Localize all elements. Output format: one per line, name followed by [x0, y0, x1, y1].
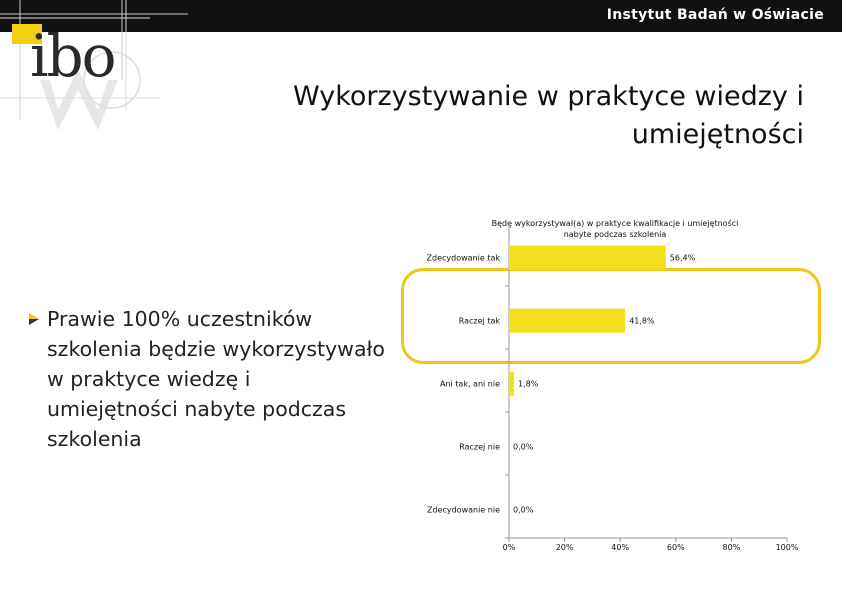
x-tick-label: 60%	[666, 543, 685, 552]
bullet-text: Prawie 100% uczestników szkolenia będzie wykorzystywało w praktyce wiedzę i umiejętności nabyte podczas szkolenia	[47, 307, 385, 451]
value-label: 56,4%	[669, 253, 696, 263]
chart-title-line: nabyte podczas szkolenia	[563, 230, 667, 239]
x-tick-label: 20%	[555, 543, 574, 552]
bar	[509, 246, 666, 270]
slide-title-line-1: Wykorzystywanie w praktyce wiedzy i	[293, 81, 804, 112]
value-label: 0,0%	[513, 505, 534, 515]
slide-title-line-2: umiejętności	[631, 119, 804, 150]
category-label: Zdecydowanie nie	[426, 505, 500, 515]
category-label: Raczej nie	[459, 442, 500, 452]
brand-name: Instytut Badań w Oświacie	[606, 7, 824, 23]
logo-text: ibo	[30, 22, 115, 90]
ibo-logo	[0, 0, 200, 140]
category-label: Zdecydowanie tak	[426, 253, 500, 263]
bar-chart	[400, 210, 820, 570]
x-tick-label: 100%	[775, 543, 799, 552]
value-label: 41,8%	[629, 316, 655, 326]
arrow-bullet-icon	[28, 313, 40, 325]
bar	[509, 309, 625, 333]
category-label: Raczej tak	[458, 316, 500, 326]
chart-title-line: Będę wykorzystywał(a) w praktyce kwalifikacje i umiejętności	[491, 219, 739, 228]
slide-title	[184, 78, 804, 154]
bar	[509, 372, 514, 396]
value-label: 1,8%	[518, 379, 539, 389]
value-label: 0,0%	[513, 442, 534, 452]
x-tick-label: 0%	[502, 543, 516, 552]
category-label: Ani tak, ani nie	[439, 379, 500, 389]
x-tick-label: 80%	[722, 543, 741, 552]
x-tick-label: 40%	[611, 543, 630, 552]
